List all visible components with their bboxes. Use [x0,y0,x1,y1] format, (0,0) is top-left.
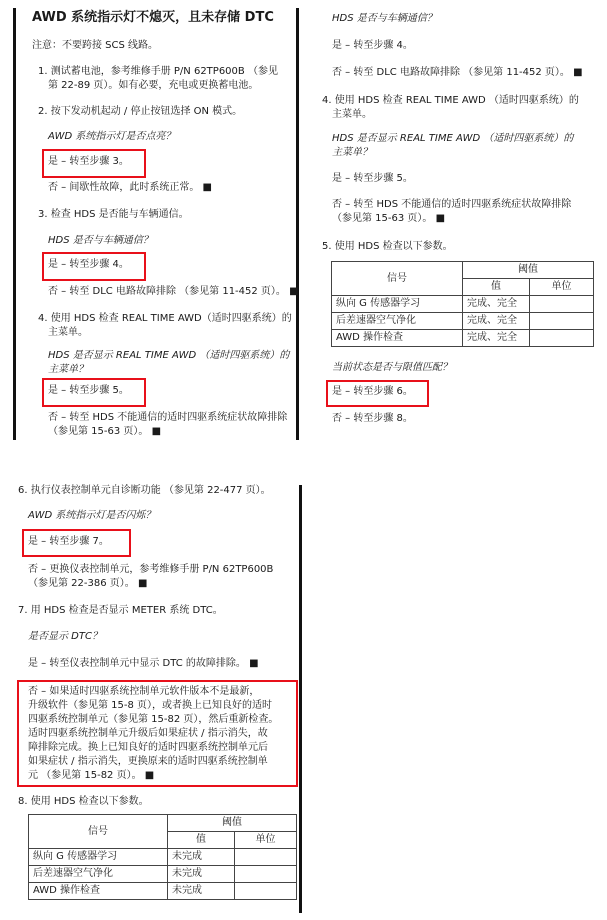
table-row [332,313,594,330]
step-5: 5. 使用 HDS 检查以下参数。 [322,241,453,252]
answer-no-line: 四驱系统控制单元（参见第 15-82 页），然后重新检查。 [28,714,279,725]
middle-column-rule [296,8,299,440]
answer-yes-step5: 是 – 转至步骤 5。 [48,385,129,396]
section-title: AWD 系统指示灯不熄灭，且未存储 DTC [32,10,274,25]
answer-no-line: 如果症状 / 指示消失，更换原来的适时四驱系统控制单 [28,756,268,767]
answer-no-line-1: 否 – 转至 HDS 不能通信的适时四驱系统症状故障排除 [48,412,288,423]
question-hds-comm: HDS 是否与车辆通信？ [332,13,437,24]
signal-cell: 纵向 G 传感器学习 [332,296,463,313]
answer-yes-step3: 是 – 转至步骤 3。 [48,156,129,167]
answer-yes-step7: 是 – 转至步骤 7。 [28,536,109,547]
header-unit: 单位 [235,832,297,849]
question-menu-line-1: HDS 是否显示 REAL TIME AWD （适时四驱系统）的 [48,350,290,361]
step-4-line-1: 4. 使用 HDS 检查 REAL TIME AWD（适时四驱系统）的 [38,313,292,324]
value-cell: 完成、完全 [463,296,530,313]
step-1-line-2: 第 22-89 页）。如有必要，充电或更换蓄电池。 [48,80,259,91]
step-4-line-2: 主菜单。 [48,327,88,338]
table-row [332,296,594,313]
question-hds-comm: HDS 是否与车辆通信？ [48,235,153,246]
signal-cell: AWD 操作检查 [332,330,463,347]
table-row [29,883,297,900]
question-menu-line-2: 主菜单？ [332,147,372,158]
header-threshold: 阈值 [463,262,594,279]
parameter-table [28,814,297,900]
signal-cell: AWD 操作检查 [29,883,168,900]
answer-no-line: 否 – 如果适时四驱系统控制单元软件版本不是最新， [28,686,260,697]
table-row [332,330,594,347]
table-row [29,849,297,866]
answer-no-dlc: 否 – 转至 DLC 电路故障排除 （参见第 11-452 页）。 ■ [48,286,299,297]
header-unit: 单位 [530,279,594,296]
unit-cell [530,296,594,313]
header-signal: 信号 [332,262,463,296]
page2-column-rule [299,485,302,913]
answer-no-line-2: （参见第 22-386 页）。 ■ [28,578,148,589]
caution-note: 注意：不要跨接 SCS 线路。 [32,40,159,51]
answer-yes-step4: 是 – 转至步骤 4。 [332,40,413,51]
answer-no-line-1: 否 – 转至 HDS 不能通信的适时四驱系统症状故障排除 [332,199,572,210]
step-2: 2. 按下发动机起动 / 停止按钮选择 ON 模式。 [38,106,243,117]
value-cell: 未完成 [168,866,235,883]
question-status-match: 当前状态是否与限值匹配？ [332,362,452,373]
answer-no-intermittent: 否 – 间歇性故障，此时系统正常。 ■ [48,182,212,193]
unit-cell [235,866,297,883]
answer-no-line: 元 （参见第 15-82 页）。 ■ [28,770,155,781]
parameter-table [331,261,594,347]
step-3: 3. 检查 HDS 是否能与车辆通信。 [38,209,189,220]
question-indicator-on: AWD 系统指示灯是否点亮？ [48,131,176,142]
unit-cell [235,849,297,866]
left-column-rule [13,8,16,440]
value-cell: 完成、完全 [463,330,530,347]
answer-no-line-1: 否 – 更换仪表控制单元，参考维修手册 P/N 62TP600B [28,564,274,575]
value-cell: 未完成 [168,849,235,866]
step-1-line-1: 1. 测试蓄电池，参考维修手册 P/N 62TP600B （参见 [38,66,278,77]
unit-cell [235,883,297,900]
value-cell: 未完成 [168,883,235,900]
answer-yes-meter-dtc: 是 – 转至仪表控制单元中显示 DTC 的故障排除。 ■ [28,658,259,669]
step-6: 6. 执行仪表控制单元自诊断功能 （参见第 22-477 页）。 [18,485,271,496]
signal-cell: 纵向 G 传感器学习 [29,849,168,866]
question-indicator-blink: AWD 系统指示灯是否闪烁？ [28,510,156,521]
answer-no-line: 升级软件（参见第 15-8 页），或者换上已知良好的适时 [28,700,273,711]
answer-yes-step4: 是 – 转至步骤 4。 [48,259,129,270]
answer-no-dlc: 否 – 转至 DLC 电路故障排除 （参见第 11-452 页）。 ■ [332,67,583,78]
answer-yes-step6: 是 – 转至步骤 6。 [332,386,413,397]
answer-no-line-2: （参见第 15-63 页）。 ■ [48,426,162,437]
step-4-line-2: 主菜单。 [332,109,372,120]
step-4-line-1: 4. 使用 HDS 检查 REAL TIME AWD （适时四驱系统）的 [322,95,579,106]
step-7: 7. 用 HDS 检查是否显示 METER 系统 DTC。 [18,605,223,616]
step-8: 8. 使用 HDS 检查以下参数。 [18,796,149,807]
question-menu-line-2: 主菜单？ [48,364,88,375]
unit-cell [530,313,594,330]
question-dtc: 是否显示 DTC？ [28,631,102,642]
signal-cell: 后差速器空气净化 [29,866,168,883]
table-row [29,866,297,883]
value-cell: 完成、完全 [463,313,530,330]
header-threshold: 阈值 [168,815,297,832]
header-value: 值 [463,279,530,296]
signal-cell: 后差速器空气净化 [332,313,463,330]
answer-no-step8: 否 – 转至步骤 8。 [332,413,413,424]
header-signal: 信号 [29,815,168,849]
header-value: 值 [168,832,235,849]
answer-no-line: 适时四驱系统控制单元升级后如果症状 / 指示消失，故 [28,728,268,739]
answer-no-line: 障排除完成。换上已知良好的适时四驱系统控制单元后 [28,742,268,753]
answer-no-line-2: （参见第 15-63 页）。 ■ [332,213,446,224]
answer-yes-step5: 是 – 转至步骤 5。 [332,173,413,184]
unit-cell [530,330,594,347]
question-menu-line-1: HDS 是否显示 REAL TIME AWD （适时四驱系统）的 [332,133,574,144]
